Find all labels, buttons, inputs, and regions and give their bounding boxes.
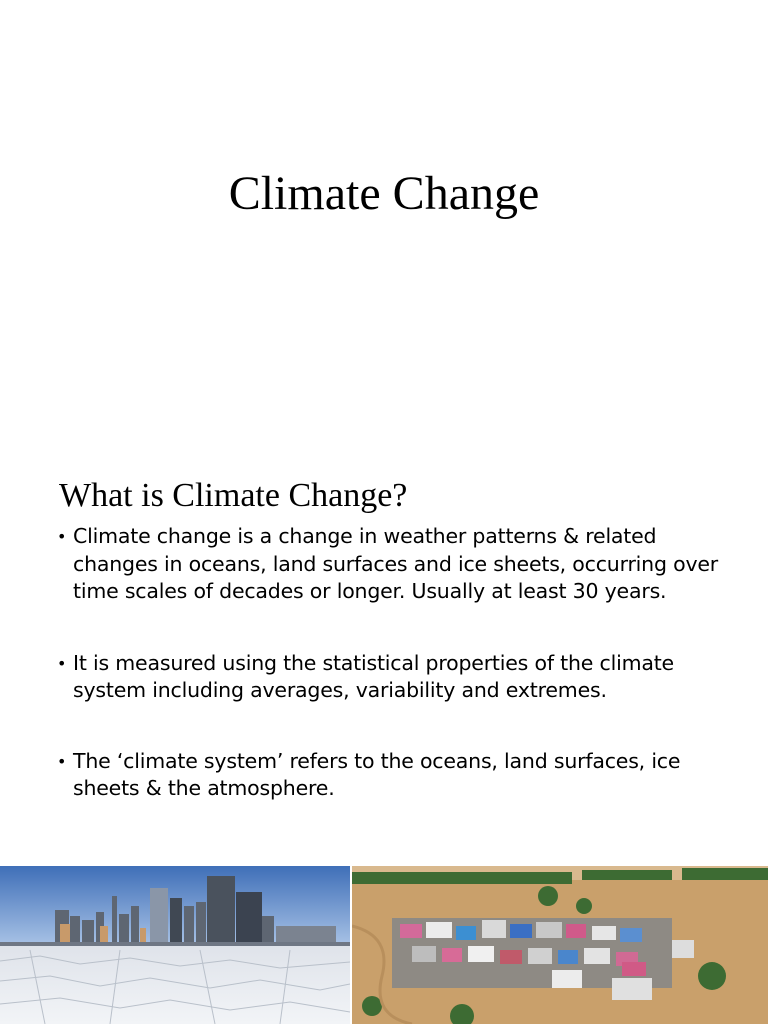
bullet-item <box>56 748 746 803</box>
title-slide <box>0 0 768 440</box>
bullet-dot: • <box>57 751 67 771</box>
flooded-village-photo <box>352 866 768 1024</box>
bullet-dot: • <box>57 527 67 546</box>
bullet-text: It is measured using the statistical properties of the climate system including averages, variability and extremes. <box>73 650 674 702</box>
slide-heading: What is Climate Change? <box>59 477 408 514</box>
bullet-item <box>56 523 746 606</box>
bullet-text: The ‘climate system’ refers to the oceans, land surfaces, ice sheets & the atmosphere. <box>73 748 681 800</box>
bullet-list <box>56 523 746 803</box>
bullet-dot: • <box>57 653 67 673</box>
frozen-city-photo <box>0 866 350 1024</box>
content-slide <box>0 440 768 1024</box>
bullet-text: Climate change is a change in weather patterns & related changes in oceans, land surfaces and ice sheets, occurring over time scales of decades or longer. Usually at least 30 years. <box>73 524 719 603</box>
bullet-item <box>56 650 746 705</box>
slide-title: Climate Change <box>228 167 540 220</box>
